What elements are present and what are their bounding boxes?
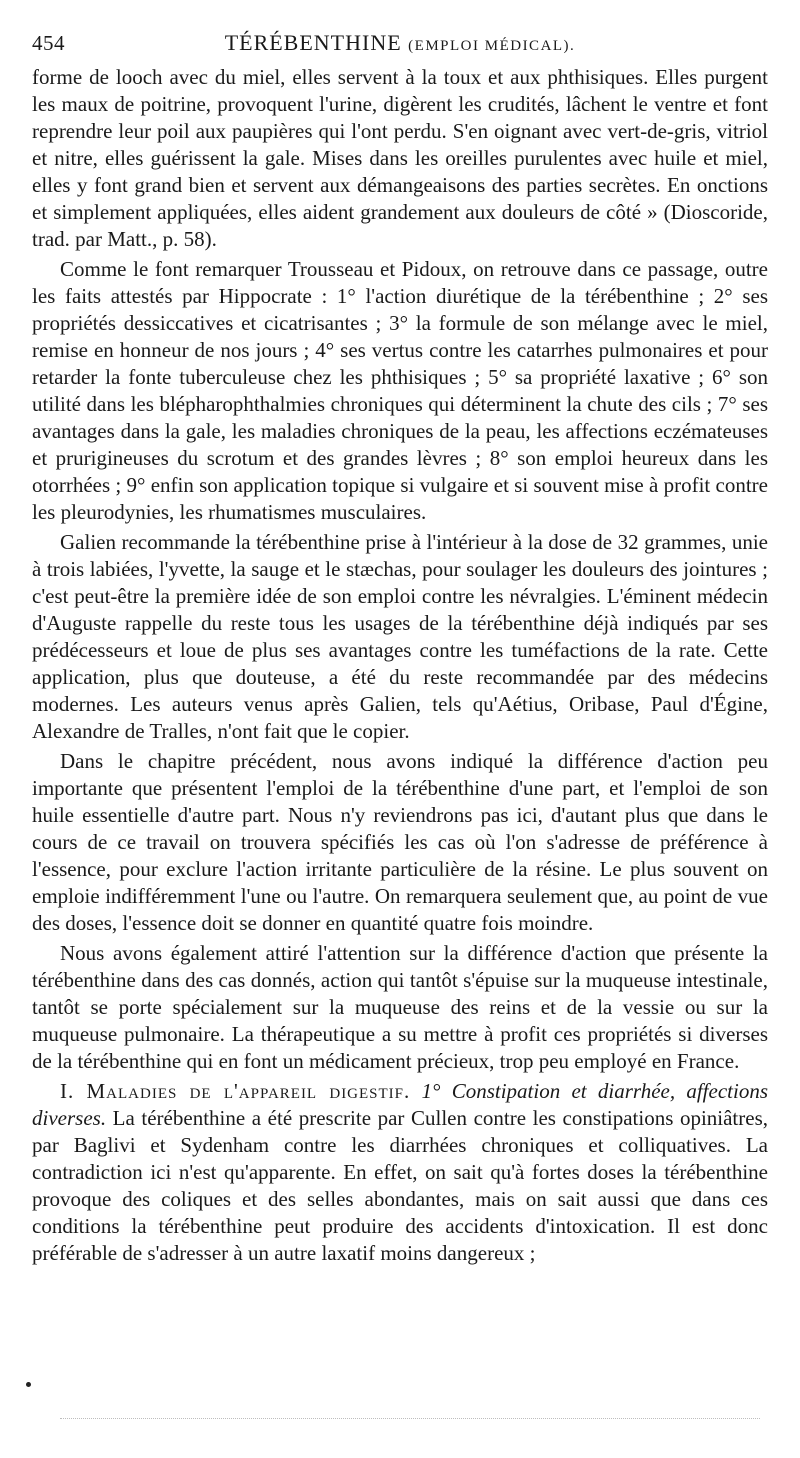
paragraph: Nous avons également attiré l'attention sur la différence d'action que présente la térébenthine dans des cas donnés, action qui tantôt s'épuise sur la muqueuse intestinale, tantôt se porte spécialement sur la muqueuse des reins et de la vessie ou sur la muqueuse pulmonaire. La thérapeutique a su mettre à profit ces propriétés si diverses de la térébenthine qui en font un médicament précieux, trop peu employé en France. (32, 941, 768, 1073)
page-mark (26, 1382, 31, 1387)
page-header (32, 28, 768, 62)
paragraph: forme de looch avec du miel, elles servent à la toux et aux phthisiques. Elles purgent les maux de poitrine, provoquent l'urine, digèrent les crudités, lâchent le ventre et font reprendre leur poil aux paupières qui l'ont perdu. S'en oignant avec vert-de-gris, vitriol et nitre, elles guérissent la gale. Mises dans les oreilles purulentes avec huile et miel, elles y font grand bien et servent aux démangeaisons des parties secrètes. En onctions et simplement appliquées, elles aident grandement aux douleurs de côté » (Dioscoride, trad. par Matt., p. 58). (32, 65, 768, 251)
paragraph: Comme le font remarquer Trousseau et Pidoux, on retrouve dans ce passage, outre les faits attestés par Hippocrate : 1° l'action diurétique de la térébenthine ; 2° ses propriétés dessiccatives et cicatrisantes ; 3° la formule de son mélange avec le miel, remise en honneur de nos jours ; 4° ses vertus contre les catarrhes pulmonaires et pour retarder la fonte tuberculeuse chez les phthisiques ; 5° sa propriété laxative ; 6° son utilité dans les blépharophthalmies chroniques qui déterminent la chute des cils ; 7° ses avantages dans la gale, les maladies chroniques de la peau, les affections eczémateuses et prurigineuses du scrotum et des grandes lèvres ; 8° son emploi heureux dans les otorrhées ; 9° enfin son application topique si vulgaire et si souvent mise à profit contre les pleurodynies, les rhumatismes musculaires. (32, 257, 768, 524)
running-title: TÉRÉBENTHINE (224, 30, 402, 55)
running-head (32, 28, 768, 61)
page-number: 454 (32, 31, 65, 55)
section-heading: I. Maladies de l'appareil digestif. (60, 1079, 411, 1103)
footer-rule (60, 1418, 760, 1420)
section-subheading: 1° Constipation et diarrhée, affections diverses. (32, 1079, 769, 1130)
paragraph: Dans le chapitre précédent, nous avons indiqué la différence d'action peu importante que présentent l'emploi de la térébenthine d'une part, et l'emploi de son huile essentielle d'autre part. Nous n'y reviendrons pas ici, d'autant plus que dans le cours de ce travail on trouvera spécifiés les cas où l'on s'adresse de préférence à l'essence, pour exclure l'action irritante particulière de la résine. Le plus souvent on emploie indifféremment l'une ou l'autre. On remarquera seulement que, au point de vue des doses, l'essence doit se donner en quantité quatre fois moindre. (32, 749, 768, 935)
paragraph: Galien recommande la térébenthine prise à l'intérieur à la dose de 32 grammes, unie à trois labiées, l'yvette, la sauge et le stæchas, pour soulager les douleurs des jointures ; c'est peut-être la première idée de son emploi contre les névralgies. L'éminent médecin d'Auguste rappelle du reste tous les usages de la térébenthine déjà indiqués par ses prédécesseurs et loue de plus ses avantages contre les tuméfactions de la rate. Cette application, plus que douteuse, a été du reste recommandée par des médecins modernes. Les auteurs venus après Galien, tels qu'Aétius, Oribase, Paul d'Égine, Alexandre de Tralles, n'ont fait que le copier. (32, 530, 768, 743)
section-text: La térébenthine a été prescrite par Cullen contre les constipations opiniâtres, par Baglivi et Sydenham contre les diarrhées chroniques et colliquatives. La contradiction ici n'est qu'apparente. En effet, on sait qu'à fortes doses la térébenthine provoque des coliques et des selles abondantes, mais on sait aussi que dans ces conditions la térébenthine peut produire des accidents d'intoxication. Il est donc préférable de s'adresser à un autre laxatif moins dangereux ; (32, 1106, 769, 1265)
body-text (32, 64, 768, 1270)
running-subtitle: (EMPLOI MÉDICAL). (408, 38, 576, 54)
section-paragraph (32, 1078, 768, 1267)
